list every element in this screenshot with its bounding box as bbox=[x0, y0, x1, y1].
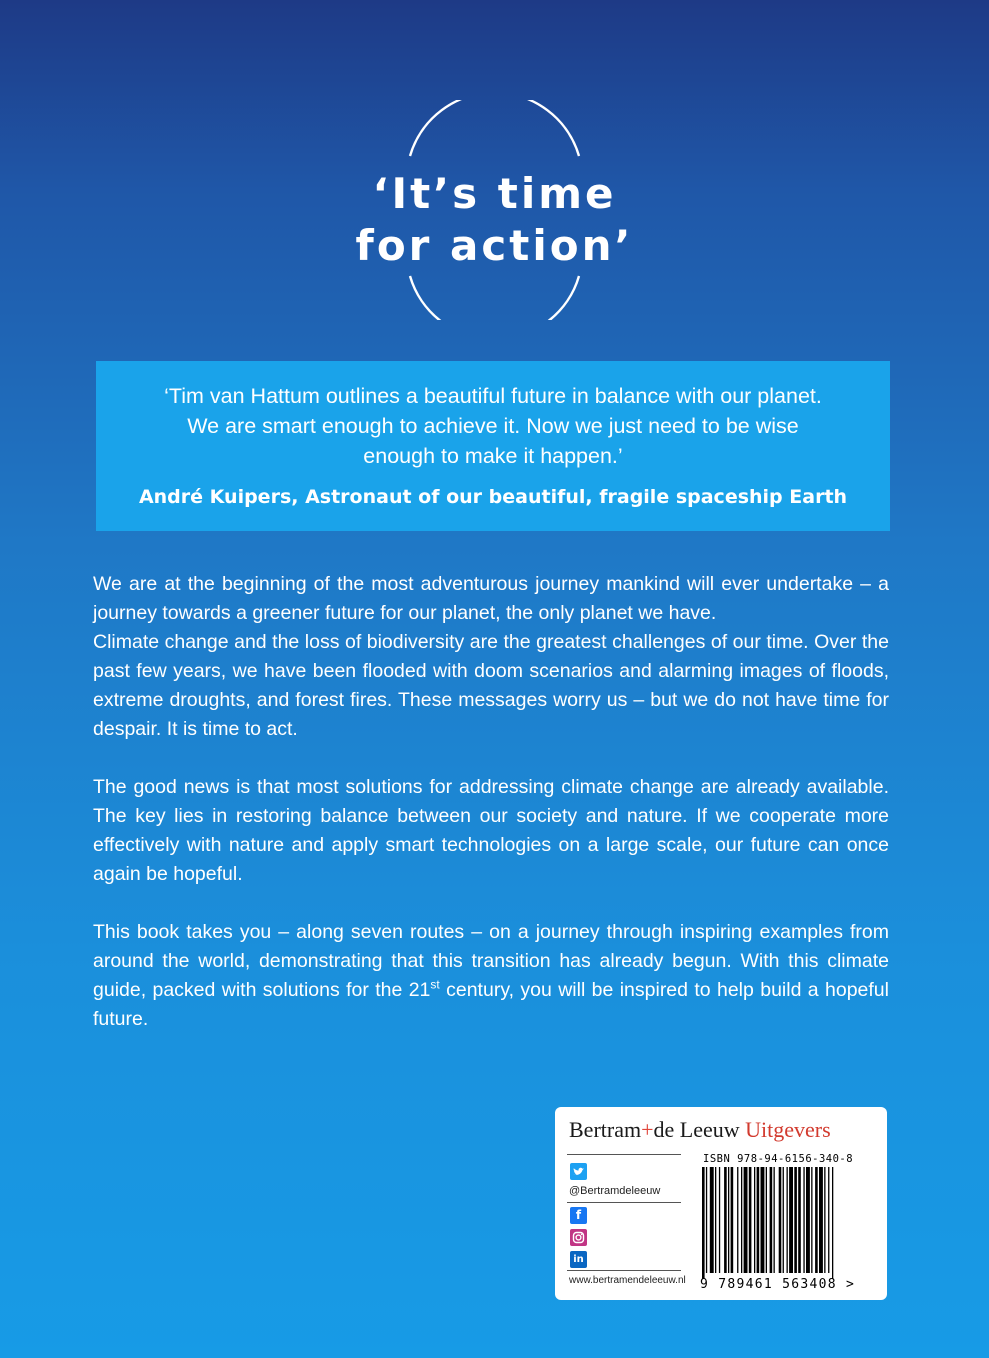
quote-author: André Kuipers, Astronaut of our beautiful, fragile spaceship Earth bbox=[138, 486, 848, 508]
barcode-bar bbox=[811, 1167, 812, 1273]
divider bbox=[567, 1270, 681, 1271]
barcode-bar bbox=[754, 1167, 755, 1273]
barcode-digits: 9 789461 563408 > bbox=[700, 1277, 856, 1292]
quote-box bbox=[96, 361, 890, 531]
barcode-bar bbox=[761, 1167, 765, 1273]
paragraph-2: The good news is that most solutions for addressing climate change are already available. The key lies in restoring balance between our society and nature. If we cooperate more effectively with nature and apply smart technologies on a large scale, our future can once again be hopeful. bbox=[93, 776, 889, 885]
barcode bbox=[702, 1167, 870, 1279]
publisher-name-b: de Leeuw bbox=[653, 1117, 740, 1142]
barcode-bar bbox=[766, 1167, 767, 1273]
barcode-bar bbox=[806, 1167, 810, 1273]
headline bbox=[0, 168, 989, 272]
headline-block bbox=[0, 100, 989, 320]
instagram-icon[interactable] bbox=[570, 1229, 587, 1246]
isbn: ISBN 978-94-6156-340-8 bbox=[703, 1153, 854, 1165]
divider bbox=[567, 1202, 681, 1203]
quote-text: ‘Tim van Hattum outlines a beautiful future in balance with our planet. We are smart enough to achieve it. Now we just need to be wise enough to make it happen.’ bbox=[164, 384, 822, 468]
barcode-bar bbox=[803, 1167, 804, 1273]
barcode-bar bbox=[715, 1167, 716, 1273]
top-arc bbox=[410, 100, 579, 156]
barcode-bar bbox=[783, 1167, 784, 1273]
paragraph-3-superscript: st bbox=[430, 977, 440, 992]
paragraph-3-start: This book takes you – along seven routes – on a journey through inspiring examples from around the world, demonstrating that this transition has already begun. With this climate guide, packed with solutions for the 21 bbox=[93, 921, 889, 1001]
barcode-bar bbox=[719, 1167, 720, 1273]
publisher-logo bbox=[569, 1117, 831, 1143]
headline-line-2: for action’ bbox=[355, 221, 634, 270]
barcode-bar bbox=[706, 1167, 707, 1273]
barcode-bar bbox=[789, 1167, 793, 1273]
paragraph-3-end: century, you will be inspired to help build a hopeful future. bbox=[93, 979, 889, 1030]
barcode-bar bbox=[779, 1167, 782, 1273]
paragraph-1a: We are at the beginning of the most adventurous journey mankind will ever undertake – a journey towards a greener future for our planet, the only planet we have. bbox=[93, 573, 889, 624]
barcode-bar bbox=[741, 1167, 742, 1273]
barcode-bar bbox=[824, 1167, 825, 1273]
barcode-bar bbox=[794, 1167, 797, 1273]
barcode-bar bbox=[737, 1167, 738, 1273]
twitter-handle[interactable]: @Bertramdeleeuw bbox=[569, 1185, 661, 1197]
imprint-box bbox=[555, 1107, 887, 1300]
website-link[interactable]: www.bertramendeleeuw.nl bbox=[569, 1275, 686, 1286]
bottom-arc bbox=[410, 276, 579, 320]
body-text bbox=[93, 570, 889, 1034]
barcode-bar bbox=[731, 1167, 734, 1273]
barcode-bar bbox=[770, 1167, 773, 1273]
publisher-plus: + bbox=[641, 1117, 654, 1142]
barcode-bar bbox=[749, 1167, 752, 1273]
barcode-bar bbox=[702, 1167, 705, 1279]
barcode-bar bbox=[828, 1167, 829, 1273]
barcode-bar bbox=[832, 1167, 833, 1279]
headline-line-1: ‘It’s time bbox=[372, 169, 617, 218]
divider bbox=[567, 1154, 681, 1155]
barcode-bar bbox=[774, 1167, 775, 1273]
paragraph-1b: Climate change and the loss of biodiversity are the greatest challenges of our time. Over the past few years, we have been flooded with doom scenarios and alarming images of floods, extreme droughts, and forest fires. These messages worry us – but we do not have time for despair. It is time to act. bbox=[93, 631, 889, 740]
publisher-name-a: Bertram bbox=[569, 1117, 642, 1142]
barcode-bar bbox=[787, 1167, 788, 1273]
barcode-bar bbox=[724, 1167, 727, 1273]
publisher-name-c: Uitgevers bbox=[739, 1117, 831, 1142]
facebook-icon[interactable]: f bbox=[570, 1207, 587, 1224]
barcode-bar bbox=[815, 1167, 818, 1273]
paragraph-3 bbox=[93, 918, 889, 1034]
barcode-bar bbox=[728, 1167, 729, 1273]
barcode-bar bbox=[710, 1167, 714, 1273]
twitter-icon[interactable] bbox=[570, 1163, 587, 1180]
barcode-bar bbox=[757, 1167, 760, 1273]
barcode-bar bbox=[798, 1167, 801, 1273]
barcode-bar bbox=[744, 1167, 748, 1273]
linkedin-icon[interactable]: in bbox=[570, 1251, 587, 1268]
barcode-bar bbox=[819, 1167, 823, 1273]
